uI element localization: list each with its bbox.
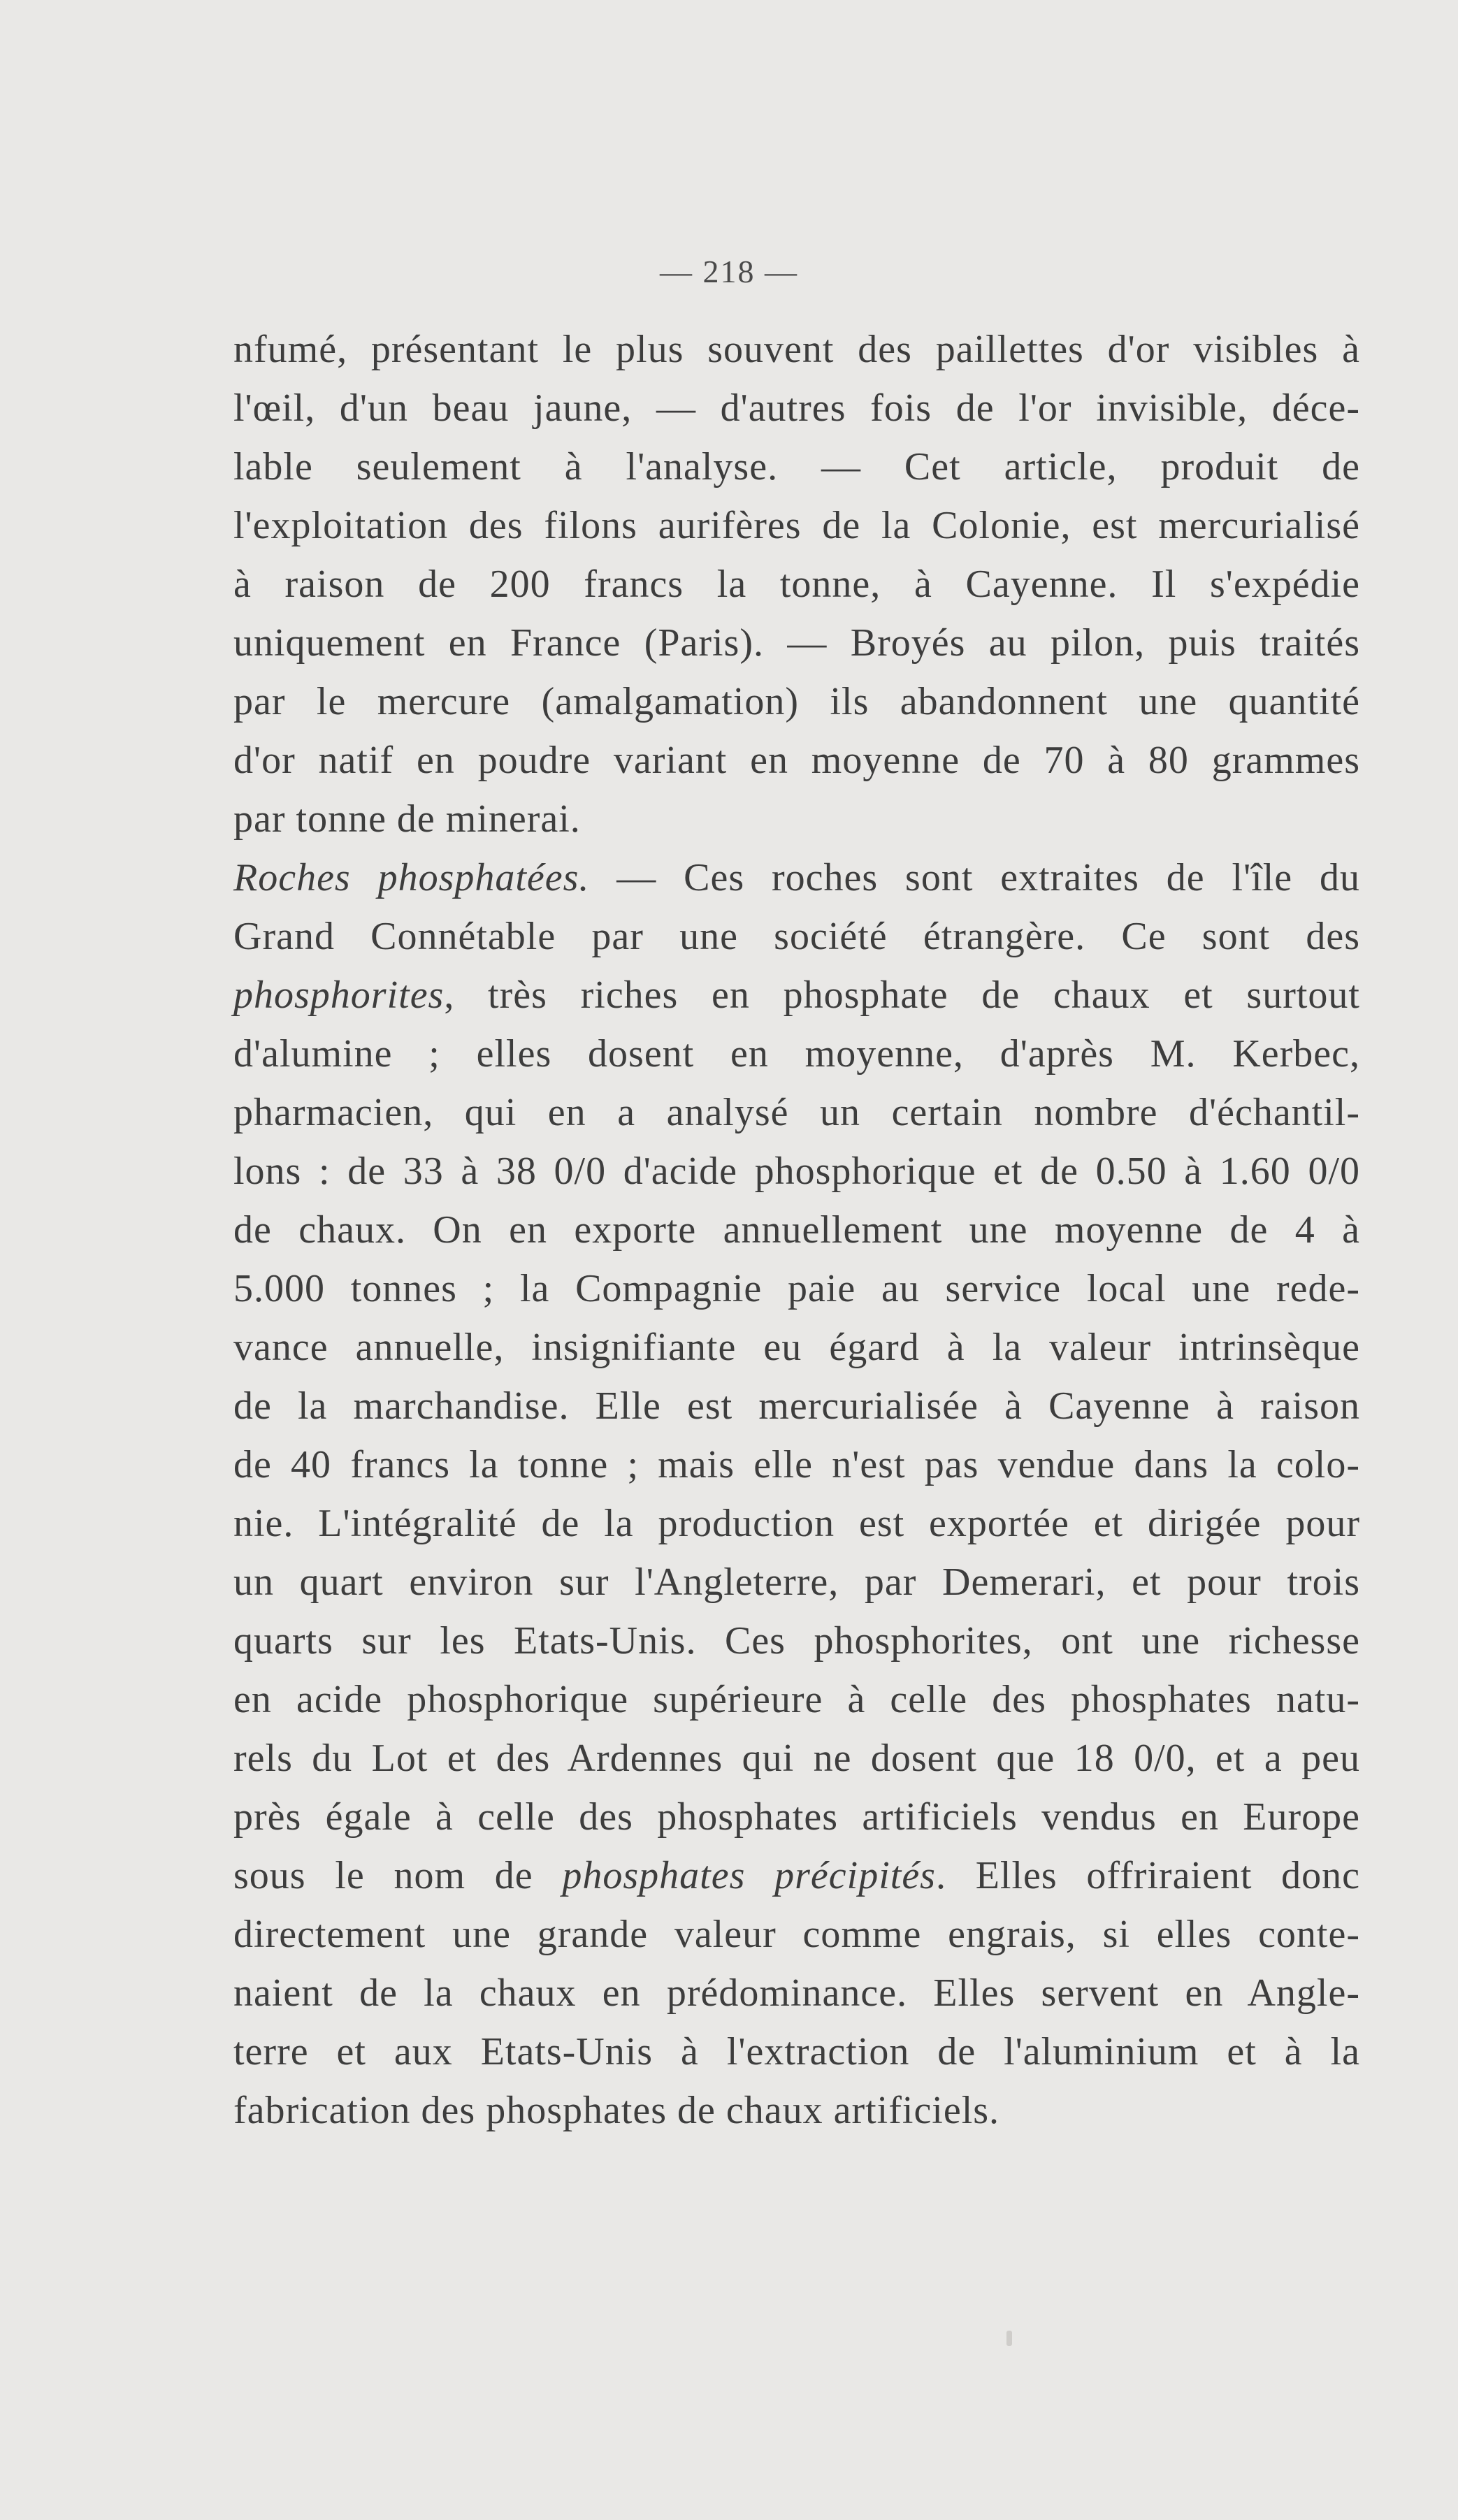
page-number: — 218 —	[660, 254, 798, 289]
text-line: lons : de 33 à 38 0/0 d'acide phosphorique et de 0.50 à 1.60 0/0	[233, 1150, 1360, 1193]
text-run: . Elles offriraient donc	[935, 1854, 1360, 1897]
text-line: de 40 francs la tonne ; mais elle n'est pas vendue dans la colo-	[233, 1443, 1360, 1486]
italic-term: phosphates précipités	[562, 1854, 936, 1897]
text-line: rels du Lot et des Ardennes qui ne dosent que 18 0/0, et a peu	[233, 1737, 1360, 1780]
text-line: de chaux. On en exporte annuellement une moyenne de 4 à	[233, 1208, 1360, 1252]
text-line: fabrication des phosphates de chaux artificiels.	[233, 2089, 1000, 2132]
text-line: Grand Connétable par une société étrangère. Ce sont des	[233, 915, 1360, 958]
text-line: d'alumine ; elles dosent en moyenne, d'après M. Kerbec,	[233, 1032, 1360, 1076]
text-line-with-italic	[233, 1846, 1360, 1905]
text-line: naient de la chaux en prédominance. Elles servent en Angle-	[233, 1971, 1360, 2015]
section-heading: Roches phosphatées.	[233, 856, 590, 899]
text-line: quarts sur les Etats-Unis. Ces phosphorites, ont une richesse	[233, 1619, 1360, 1663]
text-line: vance annuelle, insignifiante eu égard à la valeur intrinsèque	[233, 1326, 1360, 1369]
text-run: sous le nom de	[233, 1854, 563, 1897]
text-line: par le mercure (amalgamation) ils abandonnent une quantité	[233, 680, 1360, 723]
paper-speck	[1006, 2331, 1012, 2346]
text-line: directement une grande valeur comme engrais, si elles conte-	[233, 1913, 1360, 1956]
text-line: de la marchandise. Elle est mercurialisée à Cayenne à raison	[233, 1384, 1360, 1428]
text-line: nie. L'intégralité de la production est exportée et dirigée pour	[233, 1502, 1360, 1545]
text-line: uniquement en France (Paris). — Broyés au pilon, puis traités	[233, 621, 1360, 665]
text-line: d'or natif en poudre variant en moyenne de 70 à 80 grammes	[233, 739, 1360, 782]
text-line: terre et aux Etats-Unis à l'extraction de l'aluminium et à la	[233, 2030, 1360, 2073]
text-line: l'exploitation des filons aurifères de la Colonie, est mercurialisé	[233, 504, 1360, 547]
text-line: à raison de 200 francs la tonne, à Cayenne. Il s'expédie	[233, 563, 1360, 606]
text-line: nfumé, présentant le plus souvent des paillettes d'or visibles à	[233, 328, 1360, 371]
text-run: — Ces roches sont extraites de l'île du	[589, 856, 1360, 899]
text-line: un quart environ sur l'Angleterre, par Demerari, et pour trois	[233, 1560, 1360, 1604]
text-line: en acide phosphorique supérieure à celle des phosphates natu-	[233, 1678, 1360, 1721]
text-line: lable seulement à l'analyse. — Cet article, produit de	[233, 445, 1360, 488]
text-line: l'œil, d'un beau jaune, — d'autres fois de l'or invisible, déce-	[233, 386, 1360, 430]
italic-term: phosphorites	[233, 973, 445, 1017]
text-line: par tonne de minerai.	[233, 797, 581, 841]
text-line-with-italic	[233, 966, 1360, 1024]
text-line: pharmacien, qui en a analysé un certain nombre d'échantil-	[233, 1091, 1360, 1134]
text-line: 5.000 tonnes ; la Compagnie paie au service local une rede-	[233, 1267, 1360, 1310]
text-run: , très riches en phosphate de chaux et surtout	[444, 973, 1360, 1017]
section-heading-line	[233, 848, 1360, 907]
body-text	[233, 320, 1360, 2140]
text-line: près égale à celle des phosphates artificiels vendus en Europe	[233, 1795, 1360, 1839]
